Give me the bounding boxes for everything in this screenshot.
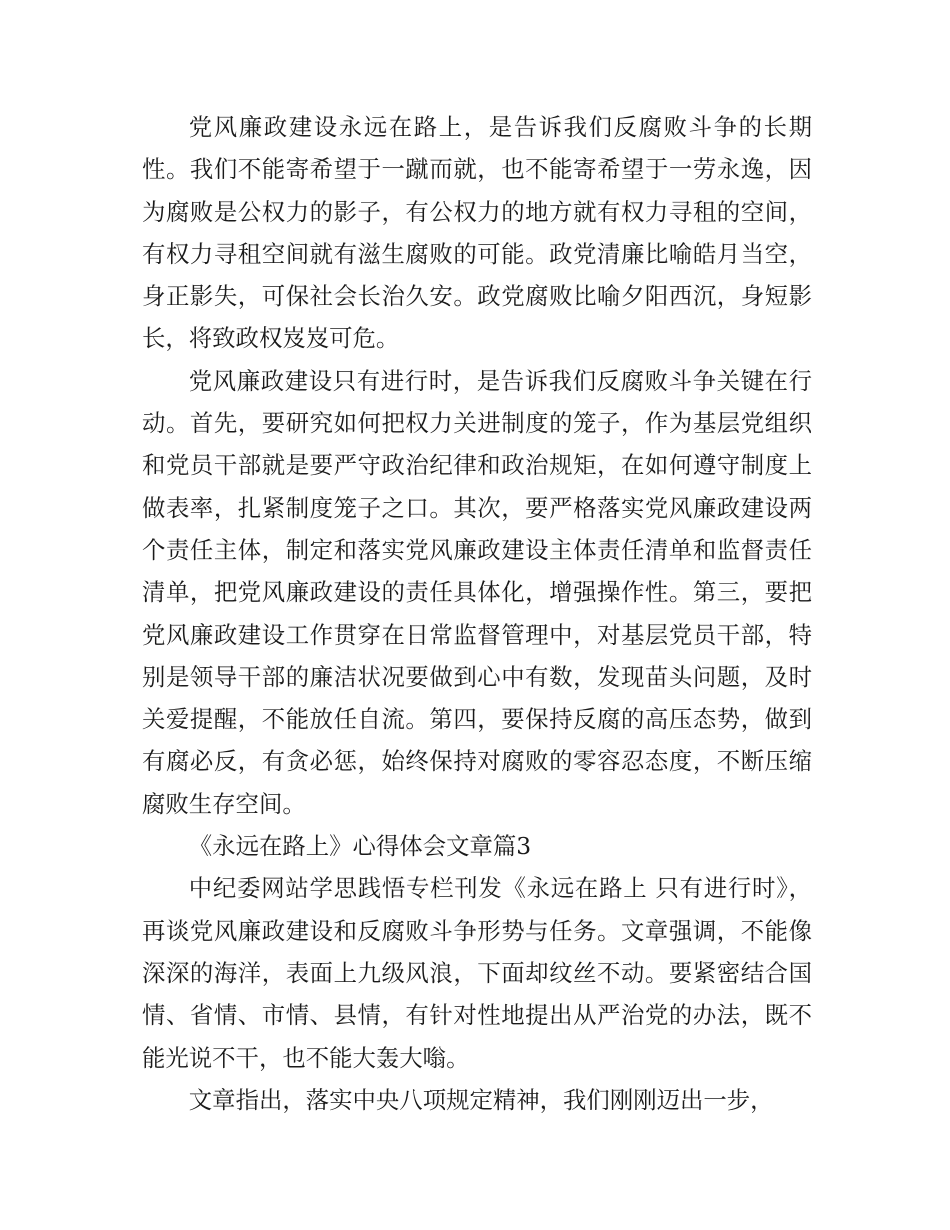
paragraph-4: 文章指出，落实中央八项规定精神，我们刚刚迈出一步，	[188, 1085, 774, 1114]
paragraph-3: 中纪委网站学思践悟专栏刊发《永远在路上 只有进行时》，再谈党风廉政建设和反腐败斗争形势与任务。文章强调，不能像深深的海洋，表面上九级风浪，下面却纹丝不动。要紧密结合国情、省情、市情、县情，有针对性地提出从严治党的办法，既不能光说不干，也不能大轰大嗡。	[142, 874, 812, 1072]
paragraph-2: 党风廉政建设只有进行时，是告诉我们反腐败斗争关键在行动。首先，要研究如何把权力关进制度的笼子，作为基层党组织和党员干部就是要严守政治纪律和政治规矩，在如何遵守制度上做表率，扎紧制度笼子之口。其次，要严格落实党风廉政建设两个责任主体，制定和落实党风廉政建设主体责任清单和监督责任清单，把党风廉政建设的责任具体化，增强操作性。第三，要把党风廉政建设工作贯穿在日常监督管理中，对基层党员干部，特别是领导干部的廉洁状况要做到心中有数，发现苗头问题，及时关爱提醒，不能放任自流。第四，要保持反腐的高压态势，做到有腐必反，有贪必惩，始终保持对腐败的零容忍态度，不断压缩腐败生存空间。	[142, 366, 812, 818]
paragraph-1: 党风廉政建设永远在路上，是告诉我们反腐败斗争的长期性。我们不能寄希望于一蹴而就，也不能寄希望于一劳永逸，因为腐败是公权力的影子，有公权力的地方就有权力寻租的空间，有权力寻租空间就有滋生腐败的可能。政党清廉比喻皓月当空，身正影失，可保社会长治久安。政党腐败比喻夕阳西沉，身短影长，将致政权岌岌可危。	[142, 113, 812, 353]
document-page	[142, 106, 812, 1121]
section-heading: 《永远在路上》心得体会文章篇3	[188, 832, 532, 861]
